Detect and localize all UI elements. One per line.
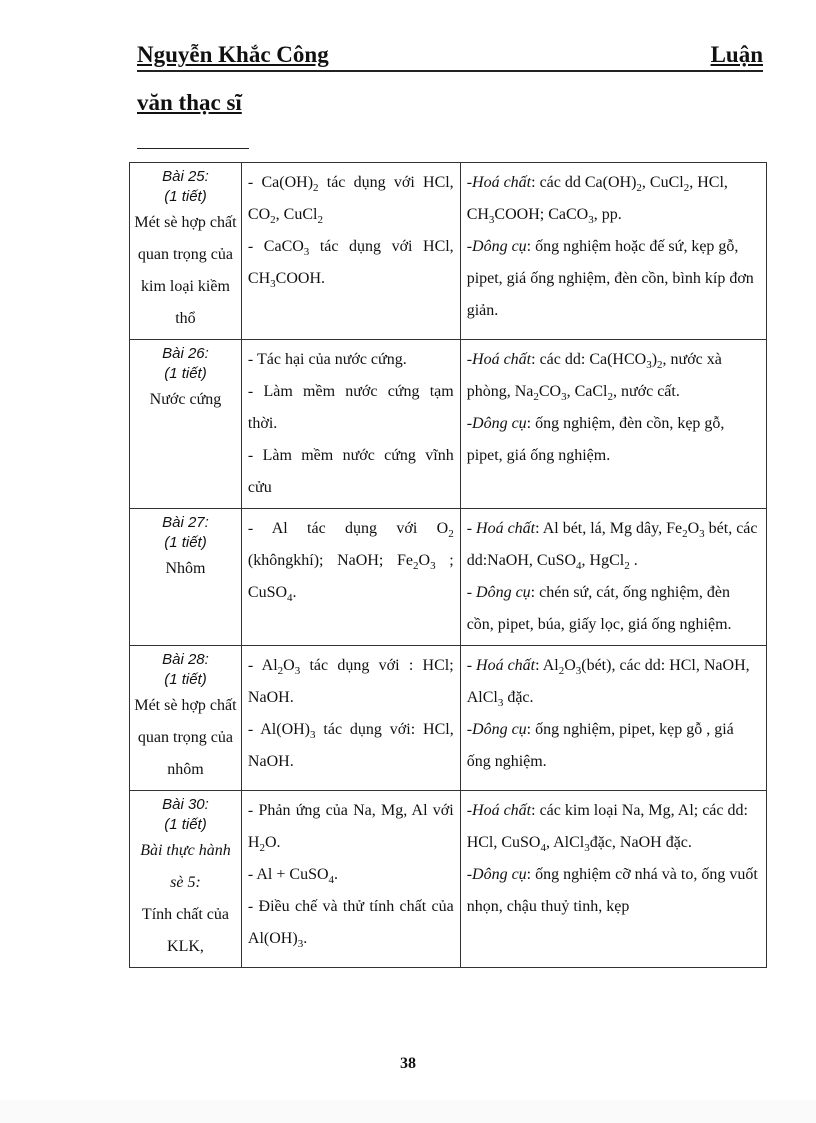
page-number: 38 (400, 1055, 416, 1072)
materials-cell (460, 340, 766, 509)
content-line: - $Al(OH)_3$ tác dụng với: HCl, NaOH. (247, 721, 454, 770)
table-row (130, 509, 767, 646)
chemicals-label: -Hoá chất (466, 802, 532, 819)
lesson-cell (130, 791, 242, 968)
materials-cell (460, 509, 766, 646)
author-name: Nguyễn Khắc Công (137, 42, 329, 67)
content-cell (241, 791, 460, 968)
lesson-name: Nhôm (165, 560, 206, 577)
lesson-number: Bài 26: (162, 345, 209, 362)
table-row (130, 340, 767, 509)
tools-label: -Dông cụ (466, 415, 527, 432)
materials-cell (460, 646, 766, 791)
tools-line: -Dông cụ: ống nghiệm, đèn cồn, kẹp gỗ, pipet, giá ống nghiệm. (466, 415, 725, 464)
content-line: - Al tác dụng với $O_2$ (khôngkhí); NaOH; $Fe_2O_3$ ; CuSO$_4$. (247, 520, 454, 605)
chemicals-label: - Hoá chất (466, 520, 536, 537)
content-line: - Phản ứng của Na, Mg, Al với $H_2O$. (247, 802, 454, 855)
tools-line: - Dông cụ: chén sứ, cát, ống nghiệm, đèn cồn, pipet, búa, giấy lọc, giá ống nghiệm. (466, 584, 732, 633)
page-footer-band (0, 1100, 816, 1123)
chemicals-line: -Hoá chất: các dd $Ca(OH)_2$, CuCl$_2$, HCl, $CH_3COOH$; CaCO$_3$, pp. (466, 174, 728, 227)
lesson-number: Bài 30: (162, 796, 209, 813)
tools-label: -Dông cụ (466, 866, 527, 883)
header-rule (137, 148, 249, 149)
content-cell (241, 509, 460, 646)
lesson-duration: (1 tiết) (164, 365, 207, 382)
table-row (130, 163, 767, 340)
tools-line: -Dông cụ: ống nghiệm, pipet, kẹp gỗ , giá ống nghiệm. (466, 721, 734, 770)
tools-label: -Dông cụ (466, 238, 527, 255)
materials-cell (460, 791, 766, 968)
lesson-cell (130, 163, 242, 340)
tools-label: - Dông cụ (466, 584, 531, 601)
content-line: - Điều chế và thử tính chất của $Al(OH)_3$. (247, 898, 454, 951)
page-header (137, 40, 763, 72)
lesson-subtitle: Bài thực hành sè 5: (140, 842, 231, 891)
lesson-duration: (1 tiết) (164, 188, 207, 205)
materials-cell (460, 163, 766, 340)
lesson-cell (130, 646, 242, 791)
content-line: - $Al_2O_3$ tác dụng với : HCl; NaOH. (247, 657, 454, 706)
content-line: - $Ca(OH)_2$ tác dụng với HCl, $CO_2$, CuCl$_2$ (247, 174, 454, 227)
content-cell (241, 646, 460, 791)
header-right-text: Luận (710, 42, 763, 67)
content-line: - CaCO$_3$ tác dụng với HCl, $CH_3COOH$. (247, 238, 454, 291)
lesson-number: Bài 27: (162, 514, 209, 531)
chemicals-line: -Hoá chất: các dd: $Ca(HCO_3)_2$, nước xà phòng, $Na_2CO_3$, CaCl$_2$, nước cất. (466, 351, 722, 404)
tools-line: -Dông cụ: ống nghiệm hoặc đế sứ, kẹp gỗ, pipet, giá ống nghiệm, đèn cồn, bình kíp đơn giản. (466, 238, 754, 319)
lesson-duration: (1 tiết) (164, 534, 207, 551)
lesson-duration: (1 tiết) (164, 816, 207, 833)
lesson-duration: (1 tiết) (164, 671, 207, 688)
chemicals-label: - Hoá chất (466, 657, 536, 674)
chemicals-label: -Hoá chất (466, 174, 532, 191)
lesson-name: Mét sè hợp chất quan trọng của kim loại kiềm thổ (134, 214, 237, 327)
lesson-cell (130, 340, 242, 509)
content-line: - Al + CuSO$_4$. (247, 866, 339, 887)
chemicals-line: - Hoá chất: Al bét, lá, Mg dây, $Fe_2O_3$ bét, các dd:NaOH, CuSO$_4$, HgCl$_2$ . (466, 520, 758, 573)
table-row (130, 646, 767, 791)
content-cell (241, 340, 460, 509)
lesson-name: Tính chất của KLK, (141, 906, 229, 955)
chemicals-line: -Hoá chất: các kim loại Na, Mg, Al; các dd: HCl, CuSO$_4$, AlCl$_3$đặc, NaOH đặc. (466, 802, 748, 855)
content-line: - Làm mềm nước cứng tạm thời. (247, 383, 454, 432)
lesson-name: Nước cứng (149, 391, 222, 408)
chemicals-line: - Hoá chất: $Al_2O_3(bét)$, các dd: HCl, NaOH, AlCl$_3$ đặc. (466, 657, 750, 710)
content-cell (241, 163, 460, 340)
lesson-table (129, 162, 767, 968)
tools-line: -Dông cụ: ống nghiệm cỡ nhá và to, ống vuốt nhọn, chậu thuỷ tinh, kẹp (466, 866, 758, 915)
content-line: - Tác hại của nước cứng. (247, 351, 407, 368)
chemicals-label: -Hoá chất (466, 351, 532, 368)
lesson-cell (130, 509, 242, 646)
tools-label: -Dông cụ (466, 721, 527, 738)
lesson-number: Bài 25: (162, 168, 209, 185)
lesson-number: Bài 28: (162, 651, 209, 668)
content-line: - Làm mềm nước cứng vĩnh cửu (247, 447, 454, 496)
lesson-name: Mét sè hợp chất quan trọng của nhôm (134, 697, 237, 778)
table-row (130, 791, 767, 968)
header-subtitle: văn thạc sĩ (137, 90, 242, 115)
